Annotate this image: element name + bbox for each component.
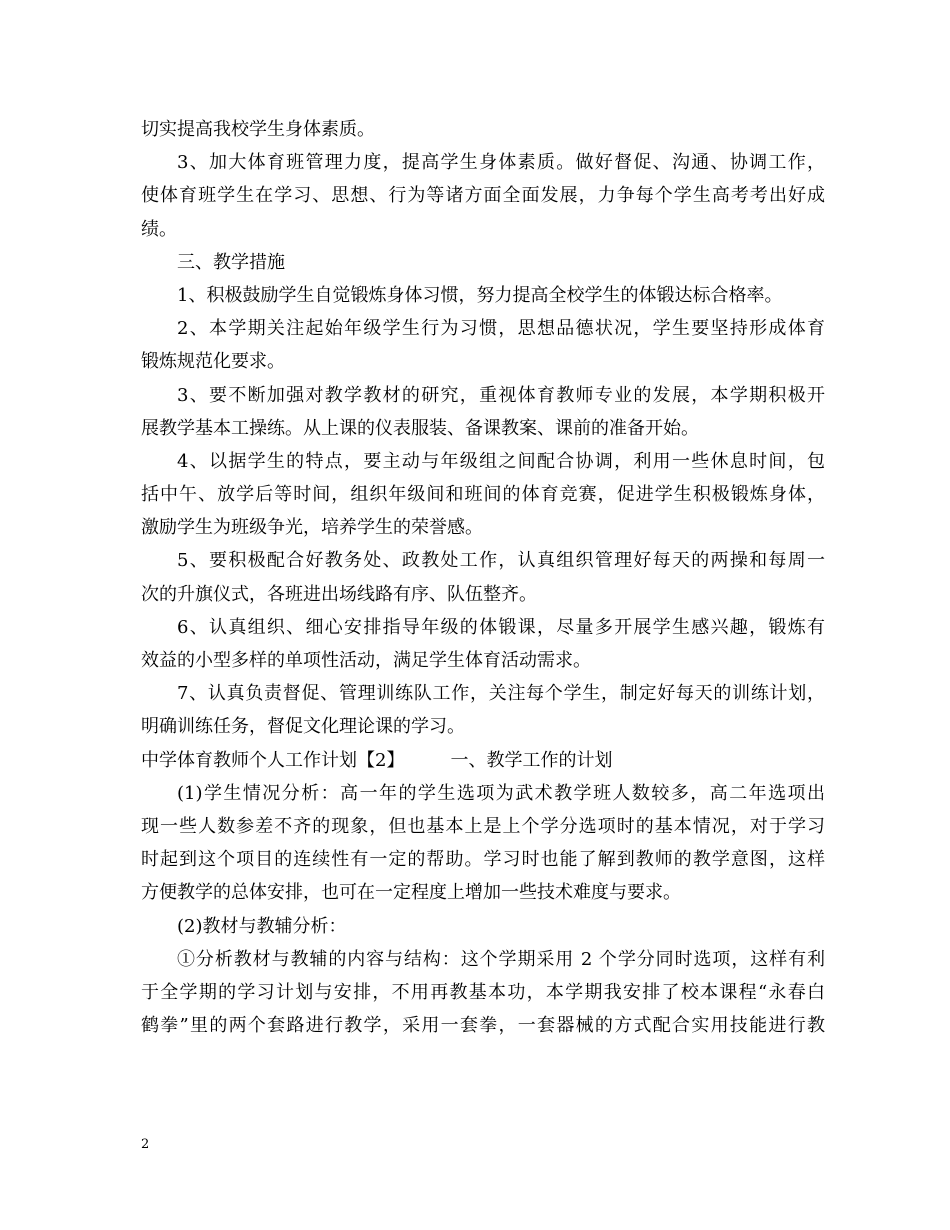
plan-title: 中学体育教师个人工作计划【2】 <box>141 749 405 771</box>
section-heading-teaching-plan: 一、教学工作的计划 <box>450 749 613 771</box>
text-line-17: 效益的小型多样的单项性活动，满足学生体育活动需求。 <box>141 650 591 671</box>
plan-title-line <box>141 744 825 777</box>
text-line-27: 于全学期的学习计划与安排，不用再教基本功，本学期我安排了校本课程“永春白 <box>141 981 825 1003</box>
text-line-3: 使体育班学生在学习、思想、行为等诸方面全面发展，力争每个学生高考考出好成 <box>141 185 825 207</box>
text-line-11: 4、以据学生的特点，要主动与年级组之间配合协调，利用一些休息时间，包 <box>177 450 825 472</box>
text-line-10: 展教学基本工操练。从上课的仪表服装、备课教案、课前的准备开始。 <box>141 417 699 439</box>
text-line-14: 5、要积极配合好教务处、政教处工作，认真组织管理好每天的两操和每周一 <box>177 550 825 572</box>
text-line-21: (1)学生情况分析：高一年的学生选项为武术教学班人数较多，高二年选项出 <box>177 782 825 804</box>
page-number: 2 <box>141 1137 150 1152</box>
text-line-8: 锻炼规范化要求。 <box>141 351 285 373</box>
subheading-materials-analysis: (2)教材与教辅分析： <box>177 915 347 937</box>
text-line-22: 现一些人数参差不齐的现象，但也基本上是上个学分选项时的基本情况，对于学习 <box>141 815 825 837</box>
text-line-26: ①分析教材与教辅的内容与结构：这个学期采用 2 个学分同时选项，这样有利 <box>177 948 825 970</box>
text-line-2: 3、加大体育班管理力度，提高学生身体素质。做好督促、沟通、协调工作， <box>177 152 825 174</box>
text-line-24: 方便教学的总体安排，也可在一定程度上增加一些技术难度与要求。 <box>141 882 681 904</box>
text-line-28: 鹤拳”里的两个套路进行教学，采用一套拳，一套器械的方式配合实用技能进行教 <box>141 1015 825 1037</box>
text-line-9: 3、要不断加强对教学教材的研究，重视体育教师专业的发展，本学期积极开 <box>177 384 825 406</box>
text-line-15: 次的升旗仪式，各班进出场线路有序、队伍整齐。 <box>141 583 537 605</box>
section-heading-teaching-measures: 三、教学措施 <box>177 251 285 273</box>
text-line-1: 切实提高我校学生身体素质。 <box>141 119 375 140</box>
text-line-19: 明确训练任务，督促文化理论课的学习。 <box>141 716 465 738</box>
document-body <box>141 113 825 1042</box>
text-line-23: 时起到这个项目的连续性有一定的帮助。学习时也能了解到教师的教学意图，这样 <box>141 849 825 871</box>
text-line-18: 7、认真负责督促、管理训练队工作，关注每个学生，制定好每天的训练计划， <box>177 683 825 705</box>
text-line-6: 1、积极鼓励学生自觉锻炼身体习惯，努力提高全校学生的体锻达标合格率。 <box>177 284 783 306</box>
text-line-7: 2、本学期关注起始年级学生行为习惯，思想品德状况，学生要坚持形成体育 <box>177 318 825 340</box>
text-line-12: 括中午、放学后等时间，组织年级间和班间的体育竞赛，促进学生积极锻炼身体， <box>141 484 825 506</box>
text-line-13: 激励学生为班级争光，培养学生的荣誉感。 <box>141 517 483 539</box>
text-line-16: 6、认真组织、细心安排指导年级的体锻课，尽量多开展学生感兴趣，锻炼有 <box>177 616 825 638</box>
text-line-4: 绩。 <box>141 218 177 240</box>
